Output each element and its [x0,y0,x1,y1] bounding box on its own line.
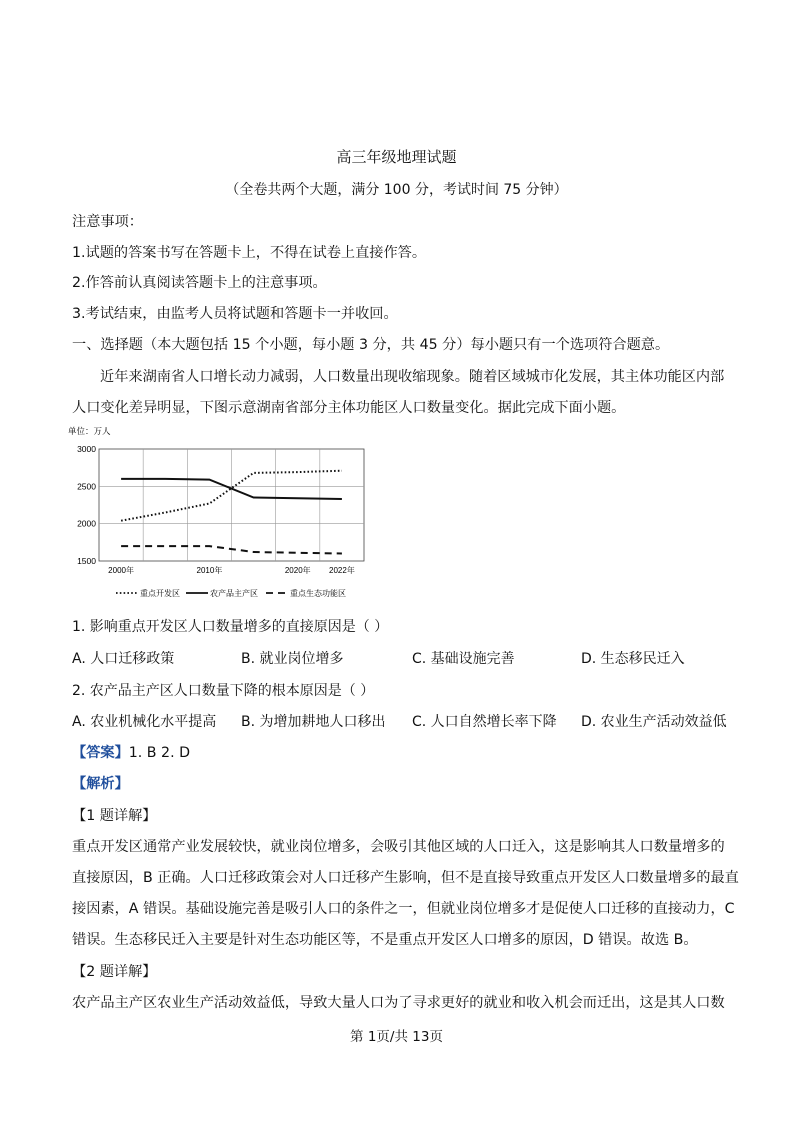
detail-1-line: 错误。生态移民迁入主要是针对生态功能区等，不是重点开发区人口增多的原因，D 错误。故选 B。 [72,932,698,948]
chart-legend [116,588,346,598]
chart-grid [99,449,364,561]
answer-line [72,742,190,762]
y-tick-label: 2500 [77,481,96,492]
notice-item: 3.考试结束，由监考人员将试题和答题卡一并收回。 [72,306,398,322]
detail-1-line: 重点开发区通常产业发展较快，就业岗位增多，会吸引其他区域的人口迁入，这是影响其人口数量增多的 [72,839,725,855]
page-title: 高三年级地理试题 [336,148,457,166]
detail-2-label: 【2 题详解】 [72,964,157,980]
q2-option-a: A. 农业机械化水平提高 [72,714,217,730]
q2-option-c: C. 人口自然增长率下降 [412,714,557,730]
question-2-stem: 2. 农产品主产区人口数量下降的根本原因是（ ） [72,683,375,699]
detail-2-line: 农产品主产区农业生产活动效益低，导致大量人口为了寻求更好的就业和收入机会而迁出，这是其人口数 [72,995,725,1011]
notice-item: 2.作答前认真阅读答题卡上的注意事项。 [72,275,327,291]
detail-1-line: 直接原因，B 正确。人口迁移政策会对人口迁移产生影响，但不是直接导致重点开发区人口数量增多的最直 [72,870,739,886]
x-tick-label: 2020年 [284,566,311,575]
legend-label: 重点开发区 [140,589,180,598]
q1-option-a: A. 人口迁移政策 [72,651,175,667]
page-footer: 第 1页/共 13页 [350,1029,443,1045]
detail-1-label: 【1 题详解】 [72,808,157,824]
section-heading: 一、选择题（本大题包括 15 个小题，每小题 3 分，共 45 分）每小题只有一个选项符合题意。 [72,337,670,353]
y-tick-label: 1500 [77,556,96,566]
x-tick-label: 2000年 [108,566,134,575]
x-tick-label: 2022年 [329,566,355,575]
question-1-stem: 1. 影响重点开发区人口数量增多的直接原因是（ ） [72,619,389,635]
analysis-label: 【解析】 [72,776,129,792]
answer-label: 【答案】 [72,745,129,761]
chart-unit-label: 单位：万人 [68,426,111,436]
legend-label: 农产品主产区 [210,589,258,598]
q2-option-d: D. 农业生产活动效益低 [581,714,727,730]
y-tick-label: 3000 [77,444,96,454]
intro-line: 人口变化差异明显，下图示意湖南省部分主体功能区人口数量变化。据此完成下面小题。 [72,400,626,416]
x-axis-ticks [108,565,355,575]
q1-option-c: C. 基础设施完善 [412,651,515,667]
answer-text: 1. B 2. D [128,745,191,761]
exam-subtitle: （全卷共两个大题，满分 100 分，考试时间 75 分钟） [225,182,568,198]
legend-label: 重点生态功能区 [290,589,346,598]
q1-option-d: D. 生态移民迁入 [581,651,685,667]
y-tick-label: 2000 [77,518,96,529]
notice-item: 1.试题的答案书写在答题卡上，不得在试卷上直接作答。 [72,245,427,261]
notice-heading: 注意事项： [72,214,143,230]
q2-option-b: B. 为增加耕地人口移出 [241,714,386,730]
x-tick-label: 2010年 [196,566,223,575]
intro-line: 近年来湖南省人口增长动力减弱，人口数量出现收缩现象。随着区域城市化发展，其主体功能区内部 [100,369,725,385]
population-line-chart [66,425,366,605]
detail-1-line: 接因素，A 错误。基础设施完善是吸引人口的条件之一，但就业岗位增多才是促使人口迁移的直接动力，C [72,901,735,917]
q1-option-b: B. 就业岗位增多 [241,651,344,667]
y-axis-ticks [77,444,96,566]
